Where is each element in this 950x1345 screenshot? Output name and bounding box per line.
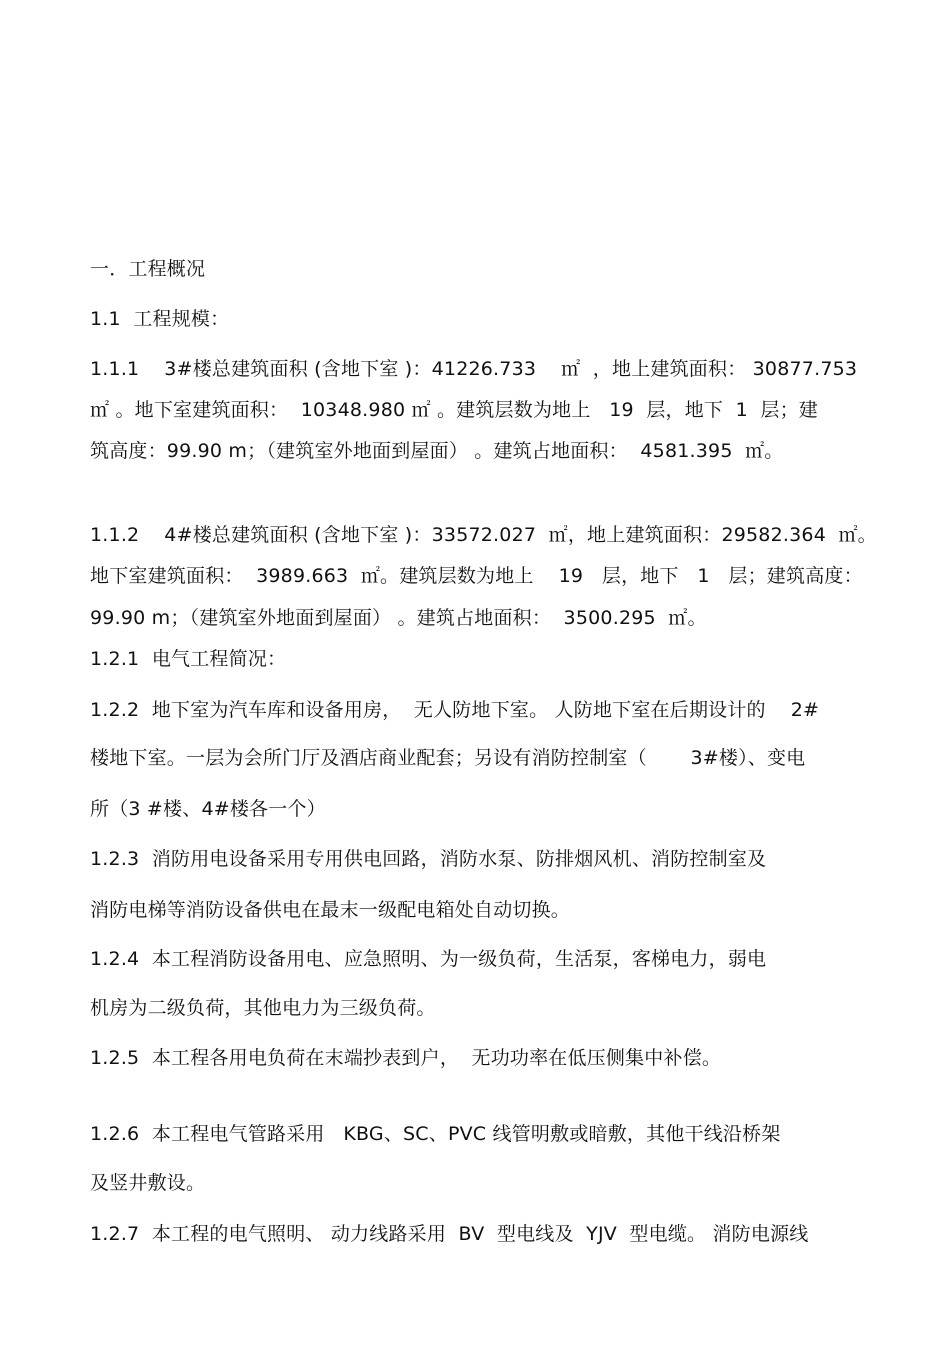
- paragraph-line: 1.2.2 地下室为汽车库和设备用房， 无人防地下室。 人防地下室在后期设计的 2#: [90, 699, 820, 721]
- paragraph-line: 1.2.7 本工程的电气照明、 动力线路采用 BV 型电线及 YJV 型电缆。 消防电源线: [90, 1223, 809, 1245]
- paragraph-line: 消防电梯等消防设备供电在最末一级配电箱处自动切换。: [90, 899, 571, 921]
- paragraph-line: 1.1.1 3#楼总建筑面积 (含地下室 )：41226.733 ㎡ ，地上建筑面积： 30877.753: [90, 358, 858, 380]
- section-heading: 一．工程概况: [90, 258, 206, 280]
- paragraph-line: 楼地下室。一层为会所门厅及酒店商业配套；另设有消防控制室（ 3#楼）、变电: [90, 747, 806, 769]
- paragraph-line: 1.2.5 本工程各用电负荷在末端抄表到户， 无功功率在低压侧集中补偿。: [90, 1047, 722, 1069]
- paragraph-line: 1.2.3 消防用电设备采用专用供电回路，消防水泵、防排烟风机、消防控制室及: [90, 848, 767, 870]
- paragraph-line: 所（3 #楼、4#楼各一个）: [90, 798, 326, 820]
- paragraph-line: 及竖井敷设。: [90, 1172, 206, 1194]
- paragraph-line: 1.2.1 电气工程简况：: [90, 648, 287, 670]
- paragraph-line: 1.2.6 本工程电气管路采用 KBG、SC、PVC 线管明敷或暗敷，其他干线沿桥架: [90, 1123, 781, 1145]
- paragraph-line: ㎡ 。地下室建筑面积： 10348.980 ㎡ 。建筑层数为地上 19 层，地下 1 层；建: [90, 399, 818, 421]
- paragraph-line: 地下室建筑面积： 3989.663 ㎡。建筑层数为地上 19 层，地下 1 层；建筑高度：: [90, 565, 863, 587]
- paragraph-line: 筑高度：99.90 m；（建筑室外地面到屋面） 。建筑占地面积： 4581.395 ㎡。: [90, 440, 784, 462]
- paragraph-line: 1.1.2 4#楼总建筑面积 (含地下室 )：33572.027 ㎡，地上建筑面积：29582.364 ㎡。: [90, 524, 877, 546]
- paragraph-line: 99.90 m；（建筑室外地面到屋面） 。建筑占地面积： 3500.295 ㎡。: [90, 607, 707, 629]
- paragraph-line: 1.2.4 本工程消防设备用电、应急照明、为一级负荷，生活泵，客梯电力，弱电: [90, 948, 767, 970]
- paragraph-line: 机房为二级负荷，其他电力为三级负荷。: [90, 997, 436, 1019]
- subsection-heading: 1.1 工程规模：: [90, 308, 230, 330]
